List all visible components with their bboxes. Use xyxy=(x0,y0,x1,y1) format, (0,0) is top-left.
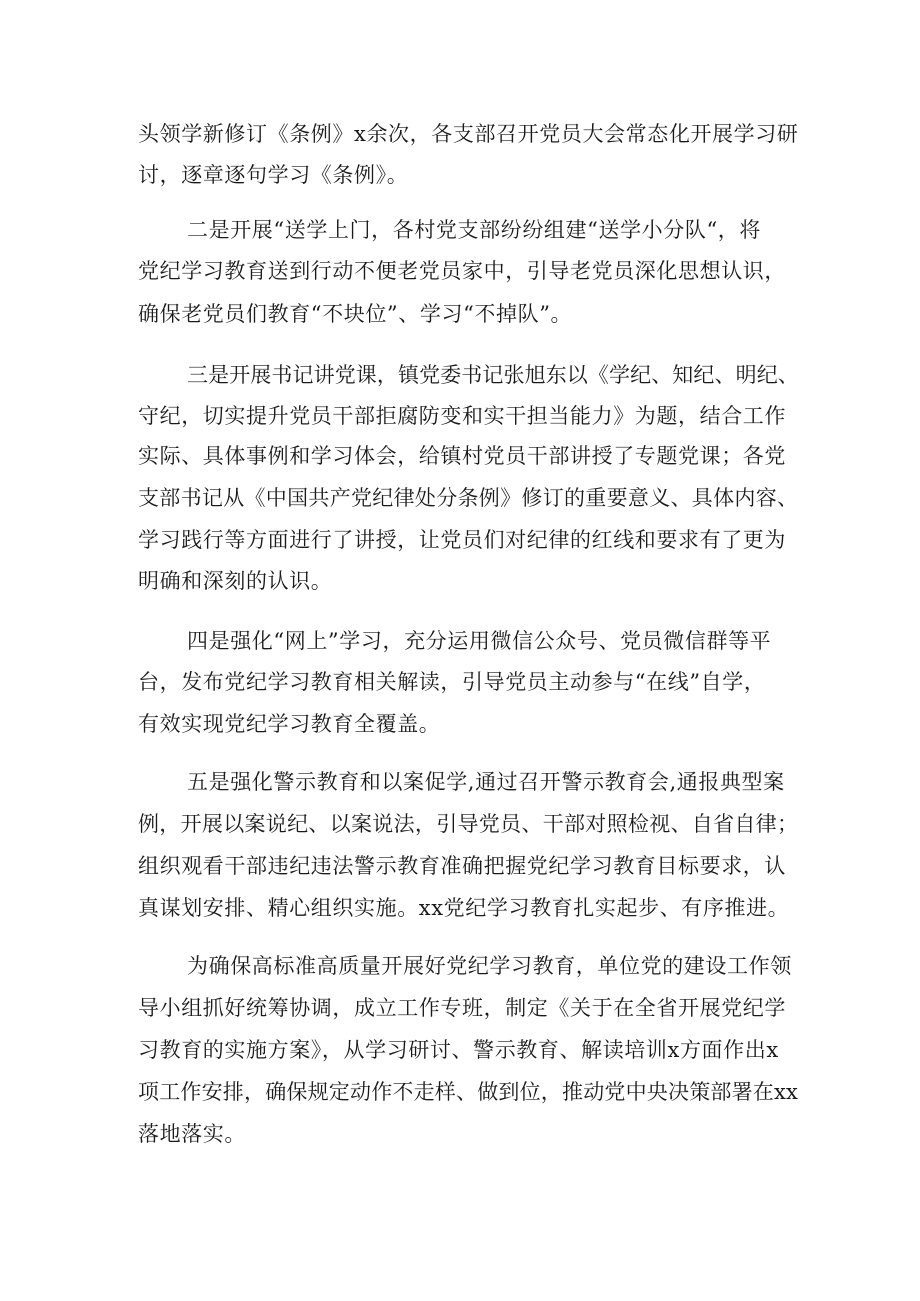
text-line: 项工作安排，确保规定动作不走样、做到位，推动党中央决策部署在xx xyxy=(138,1080,799,1104)
text-line: 台，发布党纪学习教育相关解读，引导党员主动参与“在线”自学， xyxy=(138,670,766,694)
text-line: 有效实现党纪学习教育全覆盖。 xyxy=(138,712,441,736)
text-line: 实际、具体事例和学习体会，给镇村党员干部讲授了专题党课；各党 xyxy=(138,444,786,468)
text-line: 支部书记从《中国共产党纪律处分条例》修订的重要意义、具体内容、 xyxy=(138,486,799,510)
text-line: 落地落实。 xyxy=(138,1122,246,1146)
text-line: 习教育的实施方案》，从学习研讨、警示教育、解读培训x方面作出x xyxy=(138,1038,779,1062)
text-line: 真谋划安排、精心组织实施。xx党纪学习教育扎实起步、有序推进。 xyxy=(138,896,790,920)
text-line: 确保老党员们教育“不块位”、学习“不掉队”。 xyxy=(138,302,573,326)
text-line: 党纪学习教育送到行动不便老党员家中，引导老党员深化思想认识， xyxy=(138,259,786,283)
text-line: 明确和深刻的认识。 xyxy=(138,569,333,593)
text-line: 三是开展书记讲党课，镇党委书记张旭东以《学纪、知纪、明纪、 xyxy=(187,363,799,387)
text-line: 二是开展“送学上门，各村党支部纷纷组建“送学小分队“，将 xyxy=(187,218,762,242)
text-line: 为确保高标准高质量开展好党纪学习教育，单位党的建设工作领 xyxy=(187,954,792,978)
text-line: 头领学新修订《条例》x余次，各支部召开党员大会常态化开展学习研 xyxy=(138,122,799,146)
text-line: 守纪，切实提升党员干部拒腐防变和实干担当能力》为题，结合工作 xyxy=(138,404,786,428)
text-line: 四是强化“网上”学习，充分运用微信公众号、党员微信群等平 xyxy=(187,629,772,653)
text-line: 五是强化警示教育和以案促学,通过召开警示教育会,通报典型案 xyxy=(187,770,785,794)
text-line: 学习践行等方面进行了讲授，让党员们对纪律的红线和要求有了更为 xyxy=(138,528,786,552)
text-line: 讨，逐章逐句学习《条例》。 xyxy=(138,163,409,187)
text-line: 导小组抓好统筹协调，成立工作专班，制定《关于在全省开展党纪学 xyxy=(138,996,786,1020)
text-line: 例，开展以案说纪、以案说法，引导党员、干部对照检视、自省自律； xyxy=(138,812,799,836)
text-line: 组织观看干部违纪违法警示教育准确把握党纪学习教育目标要求，认 xyxy=(138,854,786,878)
